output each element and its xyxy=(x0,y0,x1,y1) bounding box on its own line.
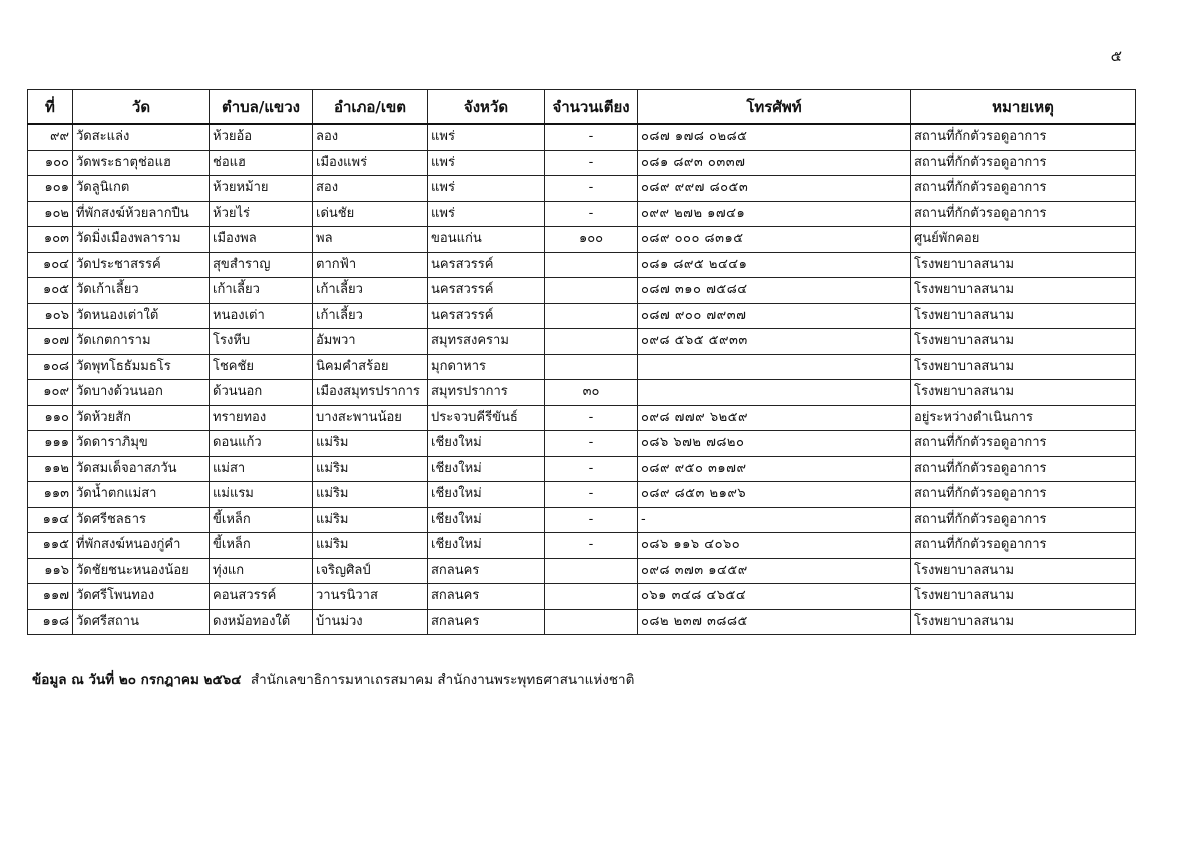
remark-cell: โรงพยาบาลสนาม xyxy=(911,609,1136,635)
subdistrict-cell: ห้วยไร่ xyxy=(210,201,313,227)
subdistrict-cell: ด้วนนอก xyxy=(210,380,313,406)
bed-count-cell: ๑๐๐ xyxy=(545,227,638,253)
table-row xyxy=(28,354,1136,380)
temple-name-cell: วัดประชาสรรค์ xyxy=(73,252,210,278)
province-cell: เชียงใหม่ xyxy=(428,431,545,457)
table-row xyxy=(28,558,1136,584)
phone-number-cell: ๐๙๘ ๕๖๕ ๕๙๓๓ xyxy=(638,329,911,355)
remark-cell: ศูนย์พักคอย xyxy=(911,227,1136,253)
district-cell: เมืองสมุทรปราการ xyxy=(313,380,428,406)
remark-cell: โรงพยาบาลสนาม xyxy=(911,354,1136,380)
remark-cell: สถานที่กักตัวรอดูอาการ xyxy=(911,150,1136,176)
remark-cell: สถานที่กักตัวรอดูอาการ xyxy=(911,201,1136,227)
district-cell: บางสะพานน้อย xyxy=(313,405,428,431)
temple-name-cell: วัดชัยชนะหนองน้อย xyxy=(73,558,210,584)
district-cell: แม่ริม xyxy=(313,456,428,482)
table-row xyxy=(28,252,1136,278)
province-cell: สกลนคร xyxy=(428,558,545,584)
phone-number-cell: ๐๘๖ ๑๑๖ ๔๐๖๐ xyxy=(638,533,911,559)
district-cell: สอง xyxy=(313,176,428,202)
district-cell: แม่ริม xyxy=(313,431,428,457)
district-cell: นิคมคำสร้อย xyxy=(313,354,428,380)
table-row xyxy=(28,227,1136,253)
temple-name-cell: วัดหนองเต่าใต้ xyxy=(73,303,210,329)
province-cell: สกลนคร xyxy=(428,609,545,635)
phone-number-cell: - xyxy=(638,507,911,533)
bed-count-cell: ๓๐ xyxy=(545,380,638,406)
bed-count-cell xyxy=(545,329,638,355)
bed-count-cell: - xyxy=(545,176,638,202)
bed-count-cell: - xyxy=(545,405,638,431)
row-number-cell: ๑๑๘ xyxy=(28,609,73,635)
subdistrict-cell: เก้าเลี้ยว xyxy=(210,278,313,304)
temple-table xyxy=(27,89,1136,635)
phone-number-cell: ๐๙๙ ๒๗๒ ๑๗๔๑ xyxy=(638,201,911,227)
district-cell: ตากฟ้า xyxy=(313,252,428,278)
bed-count-cell: - xyxy=(545,150,638,176)
province-cell: แพร่ xyxy=(428,201,545,227)
remark-cell: สถานที่กักตัวรอดูอาการ xyxy=(911,507,1136,533)
province-cell: ขอนแก่น xyxy=(428,227,545,253)
temple-name-cell: ที่พักสงฆ์หนองกู่คำ xyxy=(73,533,210,559)
province-cell: นครสวรรค์ xyxy=(428,303,545,329)
row-number-cell: ๑๑๒ xyxy=(28,456,73,482)
phone-number-cell: ๐๙๘ ๗๗๙ ๖๒๕๙ xyxy=(638,405,911,431)
remark-cell: สถานที่กักตัวรอดูอาการ xyxy=(911,456,1136,482)
district-cell: บ้านม่วง xyxy=(313,609,428,635)
phone-number-cell: ๐๘๙ ๘๕๓ ๒๑๙๖ xyxy=(638,482,911,508)
subdistrict-cell: ทุ่งแก xyxy=(210,558,313,584)
table-row xyxy=(28,456,1136,482)
province-cell: มุกดาหาร xyxy=(428,354,545,380)
row-number-cell: ๑๑๐ xyxy=(28,405,73,431)
remark-cell: โรงพยาบาลสนาม xyxy=(911,380,1136,406)
remark-cell: สถานที่กักตัวรอดูอาการ xyxy=(911,176,1136,202)
table-row xyxy=(28,482,1136,508)
temple-name-cell: วัดห้วยสัก xyxy=(73,405,210,431)
province-cell: เชียงใหม่ xyxy=(428,456,545,482)
temple-name-cell: วัดดาราภิมุข xyxy=(73,431,210,457)
bed-count-cell: - xyxy=(545,533,638,559)
temple-name-cell: วัดเก้าเลี้ยว xyxy=(73,278,210,304)
header-beds: จำนวนเตียง xyxy=(545,90,638,125)
subdistrict-cell: โชคชัย xyxy=(210,354,313,380)
phone-number-cell: ๐๘๗ ๙๐๐ ๗๙๓๗ xyxy=(638,303,911,329)
header-row xyxy=(28,90,1136,125)
footer-source: สำนักเลขาธิการมหาเถรสมาคม สำนักงานพระพุทธศาสนาแห่งชาติ xyxy=(250,672,635,688)
header-district: อำเภอ/เขต xyxy=(313,90,428,125)
subdistrict-cell: แม่แรม xyxy=(210,482,313,508)
row-number-cell: ๑๐๕ xyxy=(28,278,73,304)
temple-name-cell: วัดศรีโพนทอง xyxy=(73,584,210,610)
temple-name-cell: วัดสมเด็จอาสภวัน xyxy=(73,456,210,482)
remark-cell: โรงพยาบาลสนาม xyxy=(911,329,1136,355)
table-row xyxy=(28,329,1136,355)
district-cell: อัมพวา xyxy=(313,329,428,355)
subdistrict-cell: เมืองพล xyxy=(210,227,313,253)
province-cell: สกลนคร xyxy=(428,584,545,610)
phone-number-cell: ๐๘๑ ๘๙๕ ๒๔๔๑ xyxy=(638,252,911,278)
table-row xyxy=(28,176,1136,202)
phone-number-cell: ๐๘๒ ๒๓๗ ๓๘๘๕ xyxy=(638,609,911,635)
table-row xyxy=(28,584,1136,610)
bed-count-cell xyxy=(545,303,638,329)
phone-number-cell: ๐๘๖ ๖๗๒ ๗๘๒๐ xyxy=(638,431,911,457)
district-cell: เมืองแพร่ xyxy=(313,150,428,176)
subdistrict-cell: โรงหีบ xyxy=(210,329,313,355)
subdistrict-cell: หนองเต่า xyxy=(210,303,313,329)
remark-cell: โรงพยาบาลสนาม xyxy=(911,584,1136,610)
phone-number-cell: ๐๙๘ ๓๗๓ ๑๔๕๙ xyxy=(638,558,911,584)
footer-date: ข้อมูล ณ วันที่ ๒๐ กรกฎาคม ๒๕๖๔ xyxy=(32,672,242,688)
row-number-cell: ๑๑๖ xyxy=(28,558,73,584)
district-cell: เด่นชัย xyxy=(313,201,428,227)
temple-name-cell: วัดบางด้วนนอก xyxy=(73,380,210,406)
phone-number-cell: ๐๘๗ ๓๑๐ ๗๕๘๔ xyxy=(638,278,911,304)
subdistrict-cell: ห้วยหม้าย xyxy=(210,176,313,202)
bed-count-cell xyxy=(545,252,638,278)
temple-name-cell: วัดศรีชลธาร xyxy=(73,507,210,533)
row-number-cell: ๑๑๓ xyxy=(28,482,73,508)
table-row xyxy=(28,431,1136,457)
row-number-cell: ๑๐๐ xyxy=(28,150,73,176)
phone-number-cell: ๐๖๑ ๓๔๘ ๔๖๕๔ xyxy=(638,584,911,610)
row-number-cell: ๑๐๖ xyxy=(28,303,73,329)
row-number-cell: ๑๐๒ xyxy=(28,201,73,227)
remark-cell: โรงพยาบาลสนาม xyxy=(911,303,1136,329)
table-row xyxy=(28,507,1136,533)
remark-cell: สถานที่กักตัวรอดูอาการ xyxy=(911,482,1136,508)
province-cell: เชียงใหม่ xyxy=(428,482,545,508)
subdistrict-cell: ขี้เหล็ก xyxy=(210,533,313,559)
district-cell: แม่ริม xyxy=(313,482,428,508)
subdistrict-cell: ทรายทอง xyxy=(210,405,313,431)
phone-number-cell xyxy=(638,354,911,380)
district-cell: เก้าเลี้ยว xyxy=(313,278,428,304)
subdistrict-cell: ช่อแฮ xyxy=(210,150,313,176)
phone-number-cell: ๐๘๑ ๘๙๓ ๐๓๓๗ xyxy=(638,150,911,176)
header-temple: วัด xyxy=(73,90,210,125)
subdistrict-cell: ขี้เหล็ก xyxy=(210,507,313,533)
province-cell: เชียงใหม่ xyxy=(428,533,545,559)
province-cell: แพร่ xyxy=(428,176,545,202)
phone-number-cell xyxy=(638,380,911,406)
table-row xyxy=(28,303,1136,329)
bed-count-cell xyxy=(545,354,638,380)
table-row xyxy=(28,278,1136,304)
province-cell: นครสวรรค์ xyxy=(428,278,545,304)
district-cell: วานรนิวาส xyxy=(313,584,428,610)
header-subdistrict: ตำบล/แขวง xyxy=(210,90,313,125)
province-cell: สมุทรปราการ xyxy=(428,380,545,406)
table-row xyxy=(28,201,1136,227)
province-cell: ประจวบคีรีขันธ์ xyxy=(428,405,545,431)
footer-note xyxy=(32,668,634,690)
table-body xyxy=(28,124,1136,635)
header-no: ที่ xyxy=(28,90,73,125)
subdistrict-cell: แม่สา xyxy=(210,456,313,482)
row-number-cell: ๑๑๑ xyxy=(28,431,73,457)
header-phone: โทรศัพท์ xyxy=(638,90,911,125)
table-row xyxy=(28,533,1136,559)
row-number-cell: ๑๑๔ xyxy=(28,507,73,533)
temple-name-cell: วัดมิ่งเมืองพลาราม xyxy=(73,227,210,253)
row-number-cell: ๑๐๗ xyxy=(28,329,73,355)
province-cell: เชียงใหม่ xyxy=(428,507,545,533)
district-cell: แม่ริม xyxy=(313,533,428,559)
remark-cell: สถานที่กักตัวรอดูอาการ xyxy=(911,124,1136,150)
province-cell: แพร่ xyxy=(428,150,545,176)
temple-name-cell: วัดศรีสถาน xyxy=(73,609,210,635)
table-row xyxy=(28,124,1136,150)
row-number-cell: ๑๐๓ xyxy=(28,227,73,253)
temple-name-cell: วัดน้ำตกแม่สา xyxy=(73,482,210,508)
row-number-cell: ๑๑๕ xyxy=(28,533,73,559)
remark-cell: อยู่ระหว่างดำเนินการ xyxy=(911,405,1136,431)
table-row xyxy=(28,405,1136,431)
header-province: จังหวัด xyxy=(428,90,545,125)
row-number-cell: ๑๐๔ xyxy=(28,252,73,278)
temple-name-cell: วัดเกตการาม xyxy=(73,329,210,355)
remark-cell: สถานที่กักตัวรอดูอาการ xyxy=(911,431,1136,457)
subdistrict-cell: ดงหม้อทองใต้ xyxy=(210,609,313,635)
row-number-cell: ๑๐๘ xyxy=(28,354,73,380)
temple-name-cell: วัดสะแล่ง xyxy=(73,124,210,150)
remark-cell: โรงพยาบาลสนาม xyxy=(911,252,1136,278)
page-number: ๕ xyxy=(1110,47,1122,65)
phone-number-cell: ๐๘๙ ๐๐๐ ๘๓๑๕ xyxy=(638,227,911,253)
row-number-cell: ๑๐๙ xyxy=(28,380,73,406)
province-cell: นครสวรรค์ xyxy=(428,252,545,278)
table-row xyxy=(28,150,1136,176)
district-cell: เก้าเลี้ยว xyxy=(313,303,428,329)
bed-count-cell: - xyxy=(545,482,638,508)
row-number-cell: ๙๙ xyxy=(28,124,73,150)
subdistrict-cell: คอนสวรรค์ xyxy=(210,584,313,610)
district-cell: พล xyxy=(313,227,428,253)
temple-name-cell: วัดลูนิเกต xyxy=(73,176,210,202)
table-row xyxy=(28,609,1136,635)
province-cell: สมุทรสงคราม xyxy=(428,329,545,355)
district-cell: แม่ริม xyxy=(313,507,428,533)
bed-count-cell: - xyxy=(545,124,638,150)
subdistrict-cell: สุขสำราญ xyxy=(210,252,313,278)
bed-count-cell: - xyxy=(545,201,638,227)
district-cell: เจริญศิลป์ xyxy=(313,558,428,584)
bed-count-cell xyxy=(545,609,638,635)
subdistrict-cell: ดอนแก้ว xyxy=(210,431,313,457)
header-note: หมายเหตุ xyxy=(911,90,1136,125)
bed-count-cell: - xyxy=(545,507,638,533)
subdistrict-cell: ห้วยอ้อ xyxy=(210,124,313,150)
province-cell: แพร่ xyxy=(428,124,545,150)
bed-count-cell: - xyxy=(545,431,638,457)
phone-number-cell: ๐๘๙ ๙๙๗ ๘๐๕๓ xyxy=(638,176,911,202)
remark-cell: โรงพยาบาลสนาม xyxy=(911,558,1136,584)
bed-count-cell xyxy=(545,584,638,610)
phone-number-cell: ๐๘๙ ๙๕๐ ๓๑๗๙ xyxy=(638,456,911,482)
bed-count-cell xyxy=(545,558,638,584)
row-number-cell: ๑๐๑ xyxy=(28,176,73,202)
temple-name-cell: วัดพุทโธธัมมธโร xyxy=(73,354,210,380)
temple-name-cell: ที่พักสงฆ์ห้วยลากปืน xyxy=(73,201,210,227)
temple-name-cell: วัดพระธาตุช่อแฮ xyxy=(73,150,210,176)
remark-cell: สถานที่กักตัวรอดูอาการ xyxy=(911,533,1136,559)
row-number-cell: ๑๑๗ xyxy=(28,584,73,610)
bed-count-cell: - xyxy=(545,456,638,482)
district-cell: ลอง xyxy=(313,124,428,150)
table-row xyxy=(28,380,1136,406)
phone-number-cell: ๐๘๗ ๑๗๘ ๐๒๘๕ xyxy=(638,124,911,150)
remark-cell: โรงพยาบาลสนาม xyxy=(911,278,1136,304)
bed-count-cell xyxy=(545,278,638,304)
